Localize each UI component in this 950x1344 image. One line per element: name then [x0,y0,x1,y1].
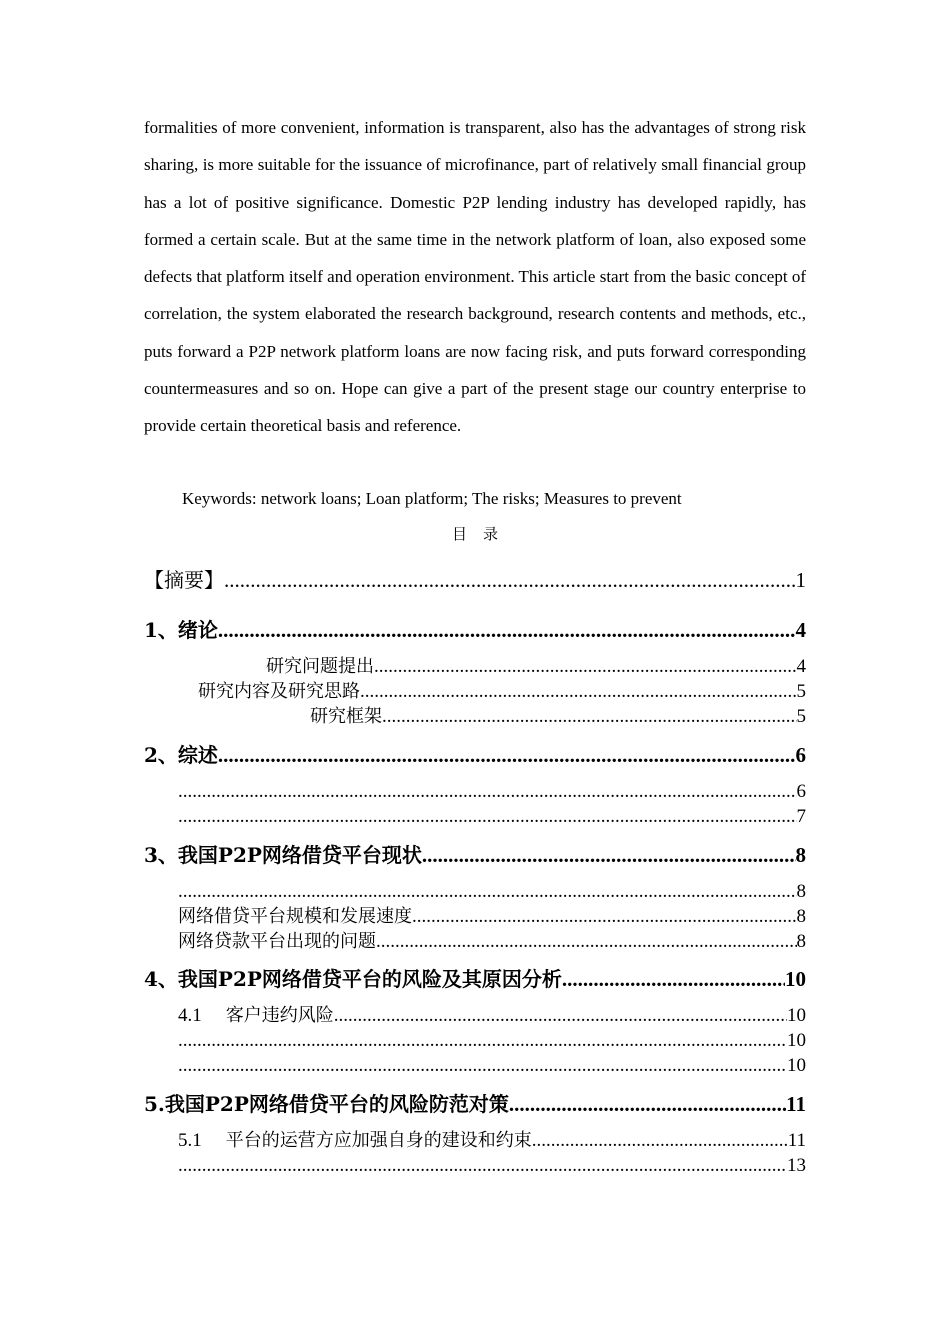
abstract-body: formalities of more convenient, information is transparent, also has the advantages of strong risk sharing, is more suitable for the issuance of microfinance, part of relatively small financial group has a lot of positive significance. Domestic P2P lending industry has developed rapidly, has formed a certain scale. But at the same time in the network platform of loan, also exposed some defects that platform itself and operation environment. This article start from the basic concept of correlation, the system elaborated the research background, research contents and methods, etc., puts forward a P2P network platform loans are now facing risk, and puts forward corresponding countermeasures and so on. Hope can give a part of the present stage our country enterprise to provide certain theoretical basis and reference. [144,118,806,436]
toc-page-number: 10 [787,1030,806,1051]
toc-page-number: 7 [796,806,806,827]
toc-leader-dots [374,654,797,679]
toc-leader-dots [218,615,796,645]
toc-entry-4-2[interactable] [178,1028,806,1053]
toc-leader-dots [178,1028,787,1053]
toc-entry-label: 1、绪论 [144,618,218,642]
toc-entry-label: 【摘要】 [144,568,224,592]
toc-page-number: 6 [796,781,806,802]
toc-entry-5-1[interactable] [178,1128,806,1153]
toc-page-number: 8 [795,843,806,867]
toc-page-number: 11 [787,1130,806,1151]
toc-page-number: 8 [796,881,806,902]
toc-leader-dots [376,929,797,954]
toc-page-number: 10 [785,967,806,991]
toc-leader-dots [178,1153,787,1178]
toc-entry-label: 3、我国P2P网络借贷平台现状 [144,843,422,867]
toc-entry-4-1[interactable] [178,1003,806,1028]
toc-entry-chapter-3[interactable] [144,840,806,870]
toc-leader-dots [178,1053,787,1078]
toc-entry-3-3[interactable] [178,929,806,954]
toc-entry-label: 5.我国P2P网络借贷平台的风险防范对策 [144,1092,509,1116]
toc-entry-5-2[interactable] [178,1153,806,1178]
toc-leader-dots [532,1128,788,1153]
toc-leader-dots [224,565,796,595]
toc-page-number: 8 [796,906,806,927]
toc-page-number: 11 [786,1092,806,1116]
toc-leader-dots [178,779,797,804]
toc-entry-1-1[interactable] [266,654,806,679]
toc-page-number: 4 [796,656,806,677]
toc-leader-dots [178,879,797,904]
toc-section-number: 5.1 [178,1130,202,1151]
toc-entry-label: 研究问题提出 [266,656,374,677]
toc-page-number: 6 [795,743,806,767]
toc-page-number: 13 [787,1155,806,1176]
toc-title: 目录 [451,525,514,543]
toc-entry-3-1[interactable] [178,879,806,904]
toc-section-number: 4.1 [178,1005,202,1026]
toc-entry-1-2[interactable] [198,679,806,704]
toc-entry-label: 研究框架 [310,706,382,727]
toc-page-number: 8 [796,931,806,952]
toc-entry-label: 研究内容及研究思路 [198,681,360,702]
toc-page-number: 4 [795,618,806,642]
toc-entry-3-2[interactable] [178,904,806,929]
keywords-line: Keywords: network loans; Loan platform; The risks; Measures to prevent [182,489,682,508]
toc-leader-dots [382,704,797,729]
toc-leader-dots [562,964,785,994]
toc-page-number: 1 [795,568,806,592]
toc-page-number: 5 [796,706,806,727]
toc-entry-label: 平台的运营方应加强自身的建设和约束 [225,1130,532,1151]
toc-leader-dots [218,740,796,770]
toc-entry-4-3[interactable] [178,1053,806,1078]
toc-page-number: 5 [796,681,806,702]
toc-leader-dots [360,679,797,704]
toc-leader-dots [412,904,797,929]
toc-entry-chapter-5[interactable] [144,1089,806,1119]
toc-leader-dots [422,840,796,870]
toc-entry-label: 客户违约风险 [225,1005,334,1026]
toc-leader-dots [334,1003,787,1028]
toc-entry-chapter-1[interactable] [144,615,806,645]
toc-entry-2-2[interactable] [178,804,806,829]
toc-entry-label: 网络借贷平台规模和发展速度 [178,906,412,927]
toc-page-number: 10 [787,1055,806,1076]
toc-entry-label: 2、综述 [144,743,218,767]
toc-leader-dots [178,804,797,829]
toc-entry-2-1[interactable] [178,779,806,804]
toc-entry-label: 网络贷款平台出现的问题 [178,931,376,952]
toc-leader-dots [509,1089,786,1119]
toc-entry-label: 4、我国P2P网络借贷平台的风险及其原因分析 [144,967,562,991]
toc-entry-chapter-4[interactable] [144,964,806,994]
toc-entry-abstract[interactable] [144,565,806,595]
toc-entry-chapter-2[interactable] [144,740,806,770]
toc-entry-1-3[interactable] [310,704,806,729]
toc-page-number: 10 [787,1005,806,1026]
